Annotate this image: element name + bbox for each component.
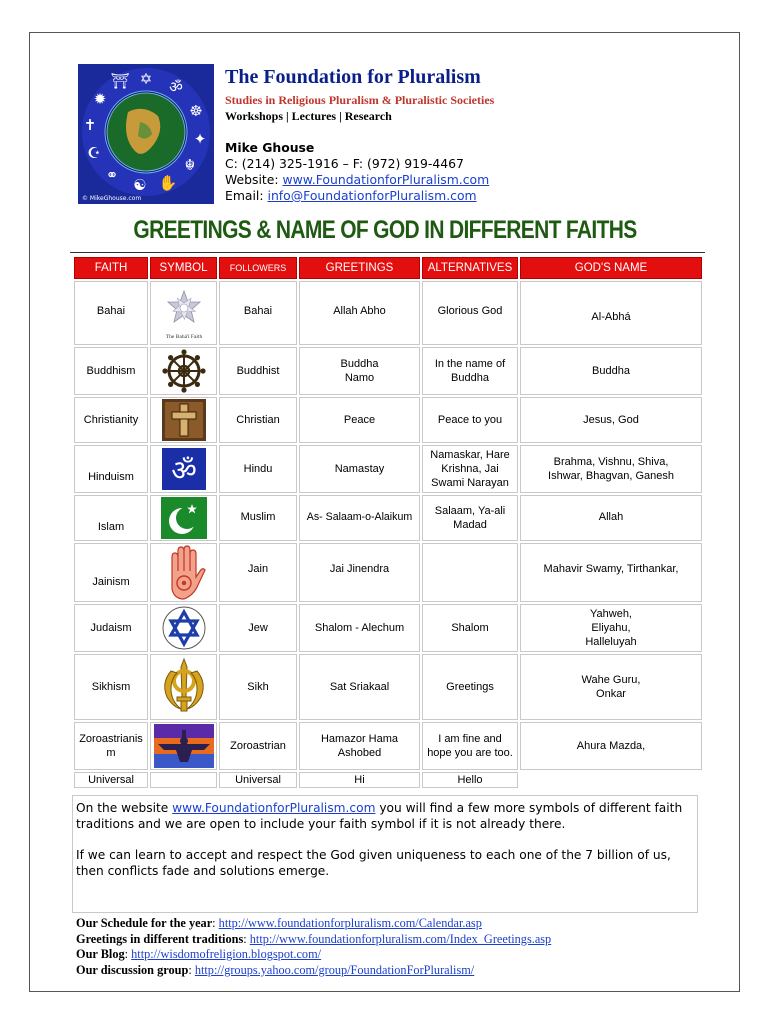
faith-cell: Jainism — [74, 543, 148, 602]
followers-cell: Bahai — [219, 281, 297, 345]
note-box — [72, 795, 698, 913]
org-nav: Workshops | Lectures | Research — [225, 109, 392, 123]
alternatives-text: Salaam, Ya-ali Madad — [434, 505, 506, 531]
alternatives-cell: Hello — [422, 772, 518, 788]
gods-name-text: Wahe Guru, Onkar — [581, 674, 641, 700]
greetings-cell: Shalom - Alechum — [299, 604, 420, 652]
footer-line: Our discussion group: http://groups.yahoo.com/group/FoundationForPluralism/ — [76, 962, 475, 977]
symbol-cell — [150, 722, 217, 770]
footer-link[interactable]: http://wisdomofreligion.blogspot.com/ — [131, 947, 322, 962]
followers-cell: Jain — [219, 543, 297, 602]
note-text-before: On the website — [76, 801, 173, 815]
table-row — [74, 543, 702, 602]
faith-cell: Buddhism — [74, 347, 148, 395]
note-text-after: you will find a few more symbols of different faith traditions and we are open to include your faith symbol if it is not already there. — [76, 801, 683, 831]
symbol-cell — [150, 347, 217, 395]
svg-text:✋: ✋ — [158, 174, 178, 192]
faith-cell: Christianity — [74, 397, 148, 443]
svg-text:ॐ: ॐ — [170, 454, 197, 487]
title-divider — [70, 252, 705, 253]
website-label: Website: — [225, 172, 283, 187]
note-paragraph-2: If we can learn to accept and respect the God given uniqueness to each one of the 7 billion of us, then conflicts fade and solutions emerge. — [76, 848, 671, 878]
gods-name-cell — [520, 654, 702, 720]
footer-line: Greetings in different traditions: http://www.foundationforpluralism.com/Index_Greetings.asp — [76, 931, 552, 946]
alternatives-cell: Greetings — [422, 654, 518, 720]
gods-name-cell — [520, 445, 702, 493]
symbol-cell — [150, 604, 217, 652]
om-icon — [161, 447, 207, 491]
greetings-text: Hamazor Hama Ashobed — [320, 733, 399, 759]
svg-text:✦: ✦ — [193, 130, 207, 148]
alternatives-cell: Peace to you — [422, 397, 518, 443]
greetings-text: Buddha Namo — [340, 358, 379, 384]
greetings-cell — [299, 722, 420, 770]
table-row — [74, 347, 702, 395]
table-row — [74, 281, 702, 345]
faith-text: Zoroastrianism — [79, 733, 143, 759]
svg-text:☪: ☪ — [87, 144, 101, 162]
faith-cell: Sikhism — [74, 654, 148, 720]
col-header-symbol: SYMBOL — [150, 257, 217, 279]
page-title: GREETINGS & NAME OF GOD IN DIFFERENT FAITHS — [133, 216, 637, 244]
symbol-cell — [150, 281, 217, 345]
bahai-caption: The Bahá'í Faith — [165, 334, 202, 340]
dharma-wheel-icon — [162, 349, 206, 393]
table-row — [74, 397, 702, 443]
svg-text:⛩: ⛩ — [110, 72, 130, 90]
followers-cell: Universal — [219, 772, 297, 788]
footer-line: Our Blog: http://wisdomofreligion.blogspot.com/ — [76, 947, 322, 962]
alternatives-text: In the name of Buddha — [434, 358, 506, 384]
col-header-greetings: GREETINGS — [299, 257, 420, 279]
gods-name-cell: Ahura Mazda, — [520, 722, 702, 770]
svg-text:☸: ☸ — [189, 102, 203, 120]
footer-label: Our discussion group — [76, 962, 189, 977]
jain-hand-icon — [162, 545, 206, 601]
alternatives-cell: Glorious God — [422, 281, 518, 345]
svg-text:☬: ☬ — [184, 156, 196, 174]
alternatives-cell — [422, 495, 518, 541]
greetings-cell: Sat Sriakaal — [299, 654, 420, 720]
faith-cell: Bahai — [74, 281, 148, 345]
alternatives-cell: Namaskar, Hare Krishna, Jai Swami Narayan — [422, 445, 518, 493]
greetings-cell: Jai Jinendra — [299, 543, 420, 602]
contact-block — [225, 140, 489, 204]
gods-name-cell — [520, 772, 702, 788]
followers-cell: Hindu — [219, 445, 297, 493]
website-link[interactable]: www.FoundationforPluralism.com — [282, 172, 490, 187]
footer-label: Our Schedule for the year — [76, 916, 213, 930]
gods-name-cell: Mahavir Swamy, Tirthankar, — [520, 543, 702, 602]
svg-text:⚭: ⚭ — [105, 166, 119, 184]
table-row — [74, 654, 702, 720]
greetings-cell: Namastay — [299, 445, 420, 493]
gods-name-cell: Buddha — [520, 347, 702, 395]
khanda-icon — [159, 657, 209, 717]
table-row — [74, 722, 702, 770]
alternatives-cell: Shalom — [422, 604, 518, 652]
table-row — [74, 495, 702, 541]
gods-name-cell: Allah — [520, 495, 702, 541]
gods-name-cell: Al-Abhá — [520, 281, 702, 345]
faiths-table — [72, 255, 704, 790]
star-of-david-icon — [160, 605, 208, 651]
email-label: Email: — [225, 188, 268, 203]
followers-cell: Muslim — [219, 495, 297, 541]
col-header-faith: FAITH — [74, 257, 148, 279]
gods-name-text: Brahma, Vishnu, Shiva, Ishwar, Bhagvan, Ganesh — [548, 456, 674, 482]
footer-link[interactable]: http://groups.yahoo.com/group/FoundationForPluralism/ — [194, 962, 475, 977]
bahai-star-icon — [154, 284, 214, 342]
followers-cell: Zoroastrian — [219, 722, 297, 770]
followers-cell: Christian — [219, 397, 297, 443]
email-link[interactable]: info@FoundationforPluralism.com — [267, 188, 477, 203]
faith-cell: Hinduism — [74, 445, 148, 493]
contact-email — [225, 188, 489, 204]
faravahar-icon — [154, 724, 214, 768]
symbol-cell — [150, 543, 217, 602]
table-header-row — [74, 257, 702, 279]
faith-cell: Judaism — [74, 604, 148, 652]
alternatives-cell — [422, 347, 518, 395]
greetings-cell: Peace — [299, 397, 420, 443]
svg-text:✹: ✹ — [93, 90, 107, 108]
table-row — [74, 445, 702, 493]
footer-link[interactable]: http://www.foundationforpluralism.com/Index_Greetings.asp — [249, 931, 552, 946]
col-header-gods-name: GOD'S NAME — [520, 257, 702, 279]
note-paragraph-1 — [76, 800, 694, 832]
symbol-cell — [150, 772, 217, 788]
svg-text:☯: ☯ — [133, 176, 147, 194]
table-row — [74, 772, 702, 788]
org-subtitle: Studies in Religious Pluralism & Pluralistic Societies — [225, 93, 495, 107]
crescent-star-icon — [160, 496, 208, 540]
svg-text:ॐ: ॐ — [169, 78, 183, 96]
note-website-link[interactable]: www.FoundationforPluralism.com — [172, 801, 376, 815]
col-header-followers: FOLLOWERS — [219, 257, 297, 279]
logo-caption: © MikeGhouse.com — [82, 195, 142, 202]
footer-line: Our Schedule for the year: http://www.foundationforpluralism.com/Calendar.asp — [76, 916, 482, 930]
footer-label: Greetings in different traditions — [76, 931, 244, 946]
alternatives-cell: I am fine and hope you are too. — [422, 722, 518, 770]
table-row — [74, 604, 702, 652]
pluralism-logo — [78, 64, 214, 204]
gods-name-cell — [520, 604, 702, 652]
greetings-cell — [299, 347, 420, 395]
gods-name-cell: Jesus, God — [520, 397, 702, 443]
gods-name-text: Yahweh, Eliyahu, Halleluyah — [585, 608, 637, 648]
footer-link[interactable]: http://www.foundationforpluralism.com/Calendar.asp — [218, 916, 482, 930]
col-header-alternatives: ALTERNATIVES — [422, 257, 518, 279]
greetings-cell: As- Salaam-o-Alaikum — [299, 495, 420, 541]
cross-icon — [160, 398, 208, 442]
symbol-cell — [150, 654, 217, 720]
svg-text:✝: ✝ — [83, 116, 97, 134]
footer-label: Our Blog — [76, 947, 125, 962]
contact-name: Mike Ghouse — [225, 140, 315, 155]
symbol-cell — [150, 445, 217, 493]
footer-links — [76, 916, 551, 978]
contact-phones: C: (214) 325-1916 – F: (972) 919-4467 — [225, 156, 464, 171]
followers-cell: Buddhist — [219, 347, 297, 395]
symbol-cell — [150, 495, 217, 541]
org-title: The Foundation for Pluralism — [225, 66, 481, 88]
greetings-cell: Allah Abho — [299, 281, 420, 345]
faith-cell: Universal — [74, 772, 148, 788]
followers-cell: Sikh — [219, 654, 297, 720]
faith-cell: Islam — [74, 495, 148, 541]
alternatives-cell — [422, 543, 518, 602]
symbol-cell — [150, 397, 217, 443]
contact-website — [225, 172, 489, 188]
greetings-cell: Hi — [299, 772, 420, 788]
faith-cell — [74, 722, 148, 770]
followers-cell: Jew — [219, 604, 297, 652]
svg-text:✡: ✡ — [139, 70, 153, 88]
